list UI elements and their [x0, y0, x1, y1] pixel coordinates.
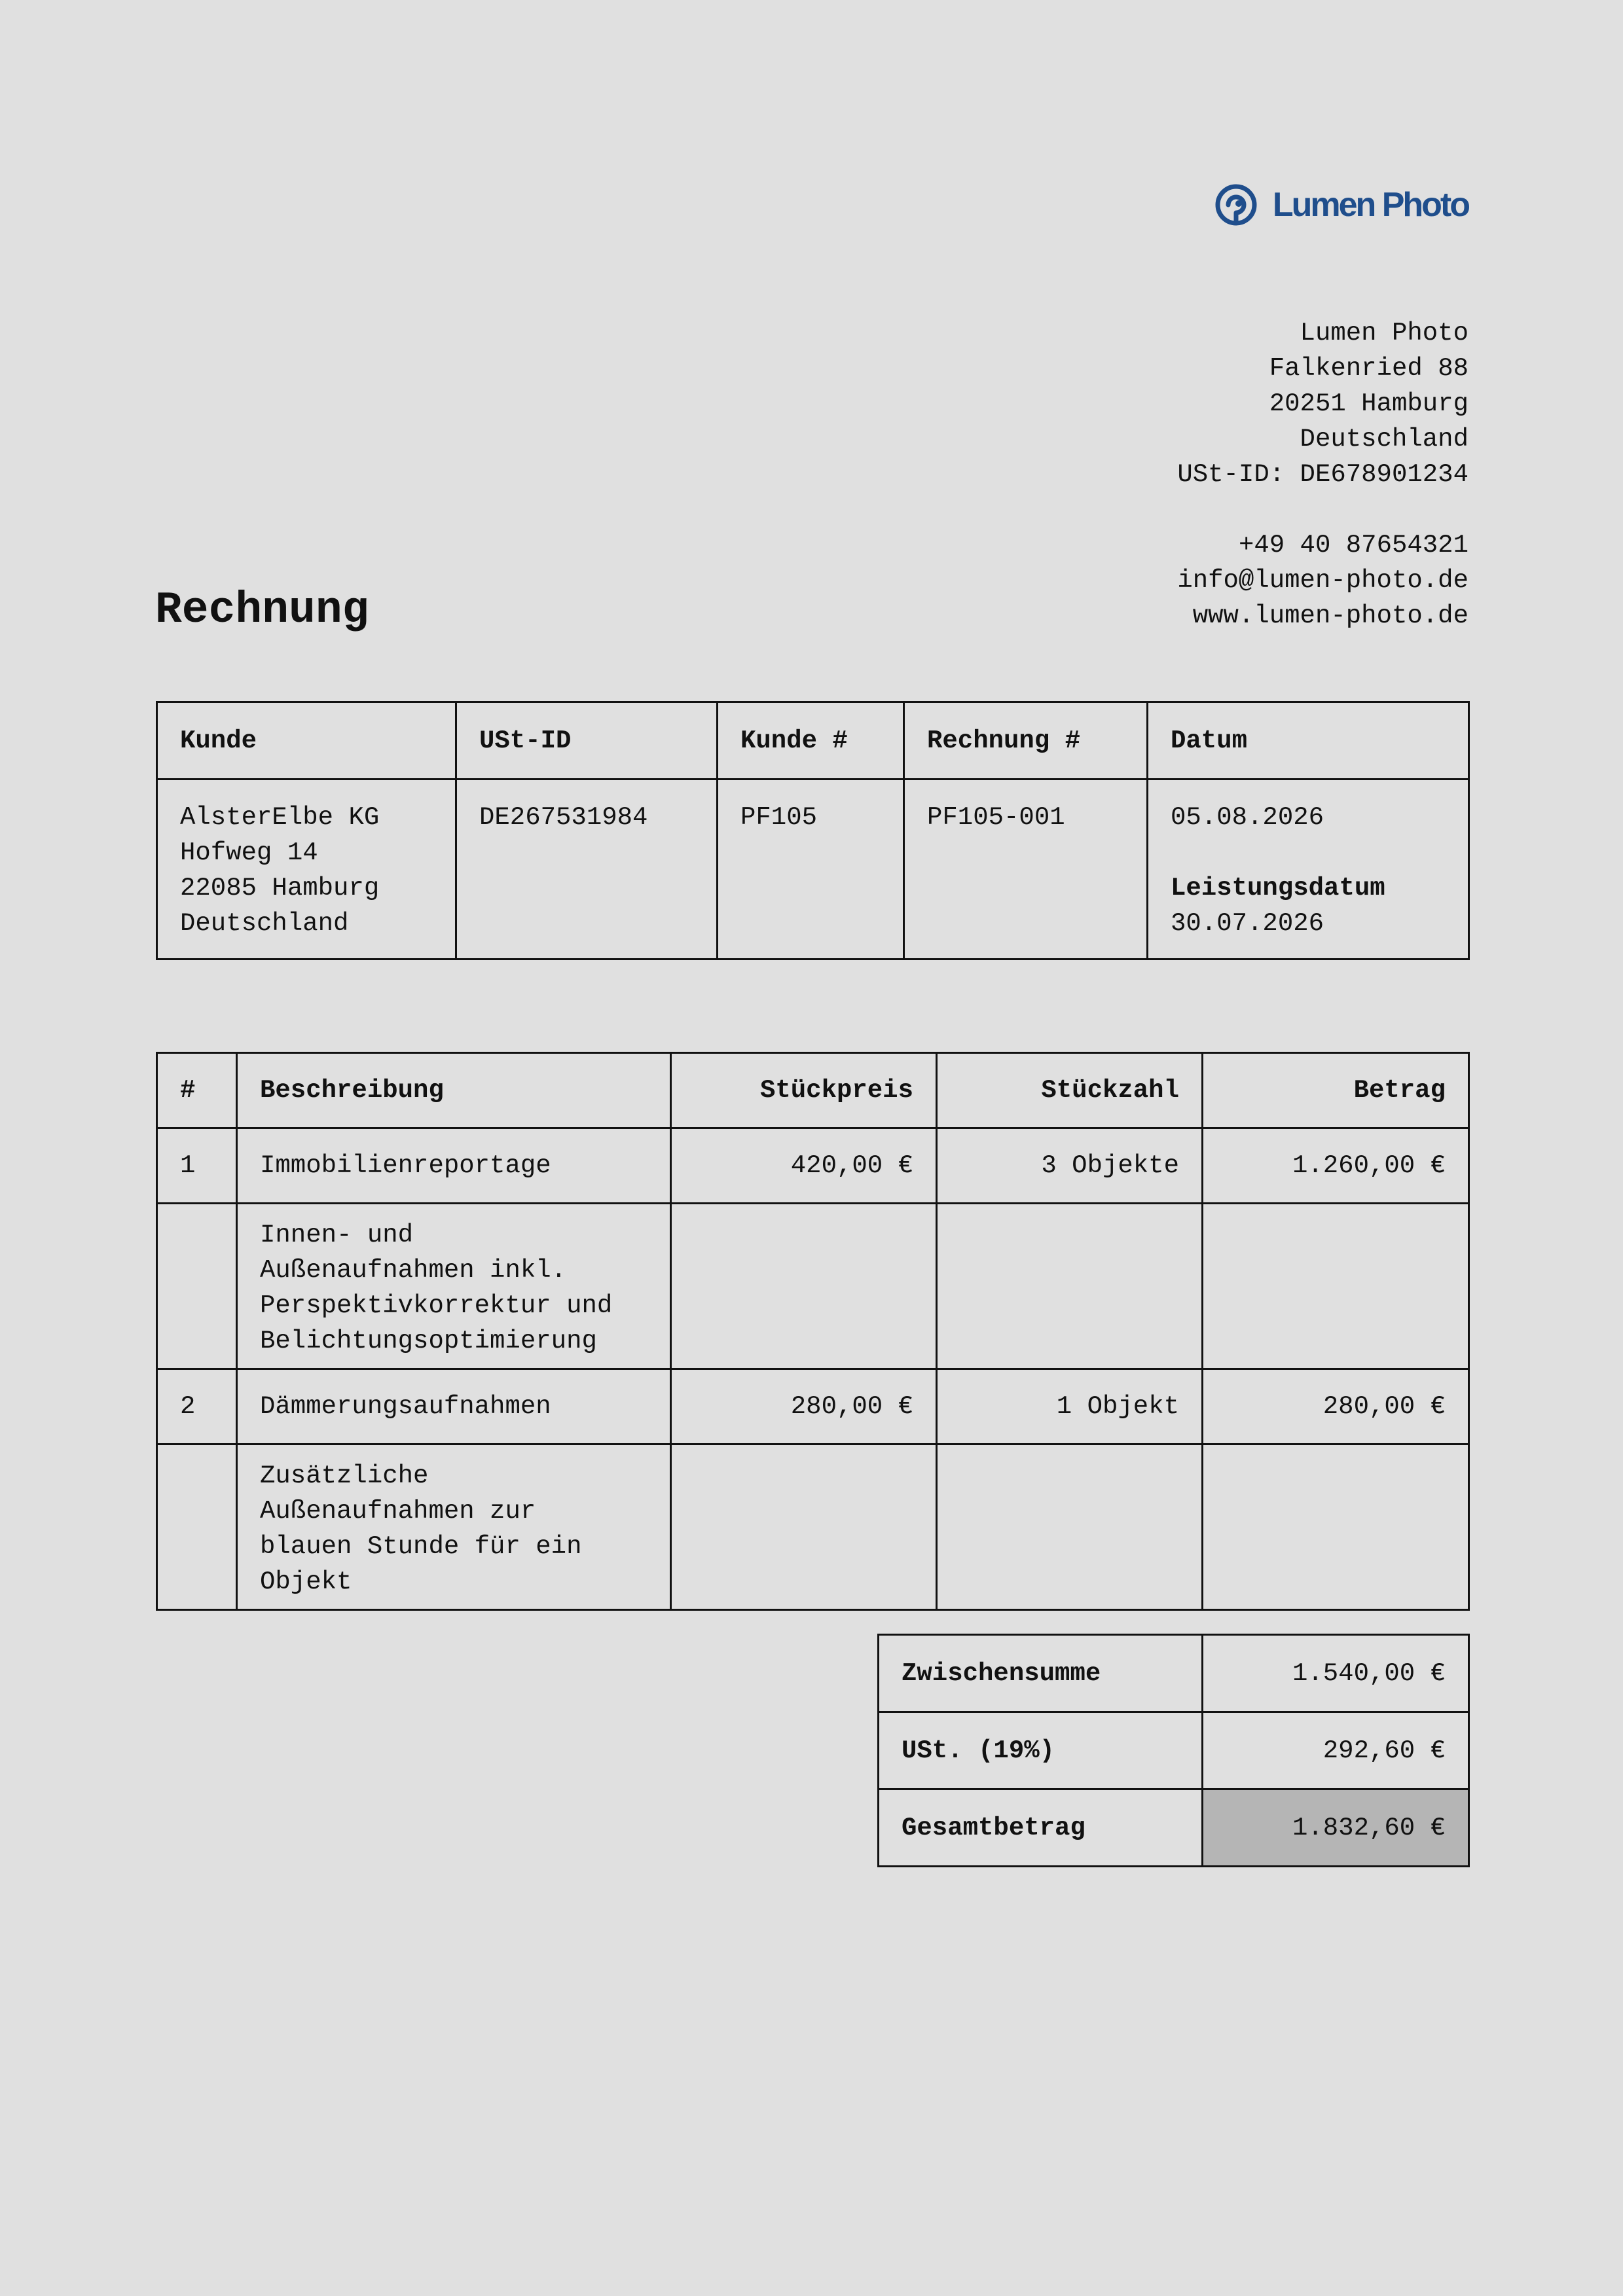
- sender-website[interactable]: www.lumen-photo.de: [1192, 601, 1468, 630]
- subtotal-label: Zwischensumme: [879, 1635, 1203, 1712]
- header-description: Beschreibung: [237, 1053, 671, 1128]
- item-amount: 280,00 €: [1203, 1369, 1469, 1444]
- detail-line: Innen- und: [260, 1221, 414, 1249]
- header-date: Datum: [1148, 702, 1469, 780]
- item-position: 1: [157, 1128, 237, 1204]
- sender-line: Falkenried 88: [1269, 354, 1468, 383]
- invoice-number: PF105-001: [904, 780, 1148, 960]
- camera-lens-spiral-icon: [1210, 183, 1265, 226]
- header-customer: Kunde: [157, 702, 456, 780]
- sender-line: Deutschland: [1300, 425, 1468, 454]
- subtotal-row: [879, 1635, 1469, 1712]
- company-logo: [1210, 182, 1468, 228]
- header-position: #: [157, 1053, 237, 1128]
- sender-email[interactable]: info@lumen-photo.de: [1177, 566, 1468, 595]
- detail-line: Objekt: [260, 1568, 352, 1596]
- invoice-date: 05.08.2026: [1171, 803, 1324, 832]
- sender-line: 20251 Hamburg: [1269, 389, 1468, 418]
- sender-address: [1177, 315, 1468, 634]
- header-customer-no: Kunde #: [718, 702, 904, 780]
- header-vat-id: USt-ID: [456, 702, 718, 780]
- table-row: [157, 1369, 1469, 1444]
- table-row-details: [157, 1204, 1469, 1369]
- detail-line: Perspektivkorrektur und: [260, 1291, 613, 1320]
- detail-line: Außenaufnahmen inkl.: [260, 1256, 567, 1285]
- detail-line: blauen Stunde für ein: [260, 1532, 582, 1561]
- total-label: Gesamtbetrag: [879, 1789, 1203, 1867]
- header-quantity: Stückzahl: [937, 1053, 1203, 1128]
- item-amount: 1.260,00 €: [1203, 1128, 1469, 1204]
- vat-value: 292,60 €: [1203, 1712, 1469, 1789]
- customer-line: Hofweg 14: [180, 838, 318, 867]
- totals-table: [877, 1634, 1470, 1867]
- header-amount: Betrag: [1203, 1053, 1469, 1128]
- item-details: [237, 1444, 671, 1610]
- table-row-details: [157, 1444, 1469, 1610]
- date-cell: [1148, 780, 1469, 960]
- customer-number: PF105: [718, 780, 904, 960]
- item-unit-price: 280,00 €: [671, 1369, 937, 1444]
- detail-line: Zusätzliche: [260, 1462, 429, 1490]
- service-date-label: Leistungsdatum: [1171, 874, 1385, 903]
- item-quantity: 3 Objekte: [937, 1128, 1203, 1204]
- item-quantity: 1 Objekt: [937, 1369, 1203, 1444]
- customer-address: [157, 780, 456, 960]
- vat-label: USt. (19%): [879, 1712, 1203, 1789]
- item-unit-price: 420,00 €: [671, 1128, 937, 1204]
- sender-line: Lumen Photo: [1300, 319, 1468, 348]
- invoice-info-table: [156, 701, 1470, 960]
- total-row: [879, 1789, 1469, 1867]
- customer-vat-id: DE267531984: [456, 780, 718, 960]
- header-unit-price: Stückpreis: [671, 1053, 937, 1128]
- detail-line: Belichtungsoptimierung: [260, 1327, 597, 1355]
- logo-text: Lumen Photo: [1272, 186, 1468, 224]
- line-items-table: [156, 1052, 1470, 1611]
- document-title: Rechnung: [155, 585, 369, 636]
- item-details: [237, 1204, 671, 1369]
- service-date: 30.07.2026: [1171, 909, 1324, 938]
- item-position: 2: [157, 1369, 237, 1444]
- detail-line: Außenaufnahmen zur: [260, 1497, 536, 1526]
- item-title: Immobilienreportage: [237, 1128, 671, 1204]
- sender-vat-id: USt-ID: DE678901234: [1177, 460, 1468, 489]
- customer-line: 22085 Hamburg: [180, 874, 380, 903]
- header-invoice-no: Rechnung #: [904, 702, 1148, 780]
- customer-line: Deutschland: [180, 909, 349, 938]
- table-header-row: [157, 702, 1469, 780]
- table-row: [157, 780, 1469, 960]
- vat-row: [879, 1712, 1469, 1789]
- customer-line: AlsterElbe KG: [180, 803, 380, 832]
- total-value: 1.832,60 €: [1203, 1789, 1469, 1867]
- item-title: Dämmerungsaufnahmen: [237, 1369, 671, 1444]
- table-row: [157, 1128, 1469, 1204]
- table-header-row: [157, 1053, 1469, 1128]
- subtotal-value: 1.540,00 €: [1203, 1635, 1469, 1712]
- sender-phone: +49 40 87654321: [1238, 531, 1468, 560]
